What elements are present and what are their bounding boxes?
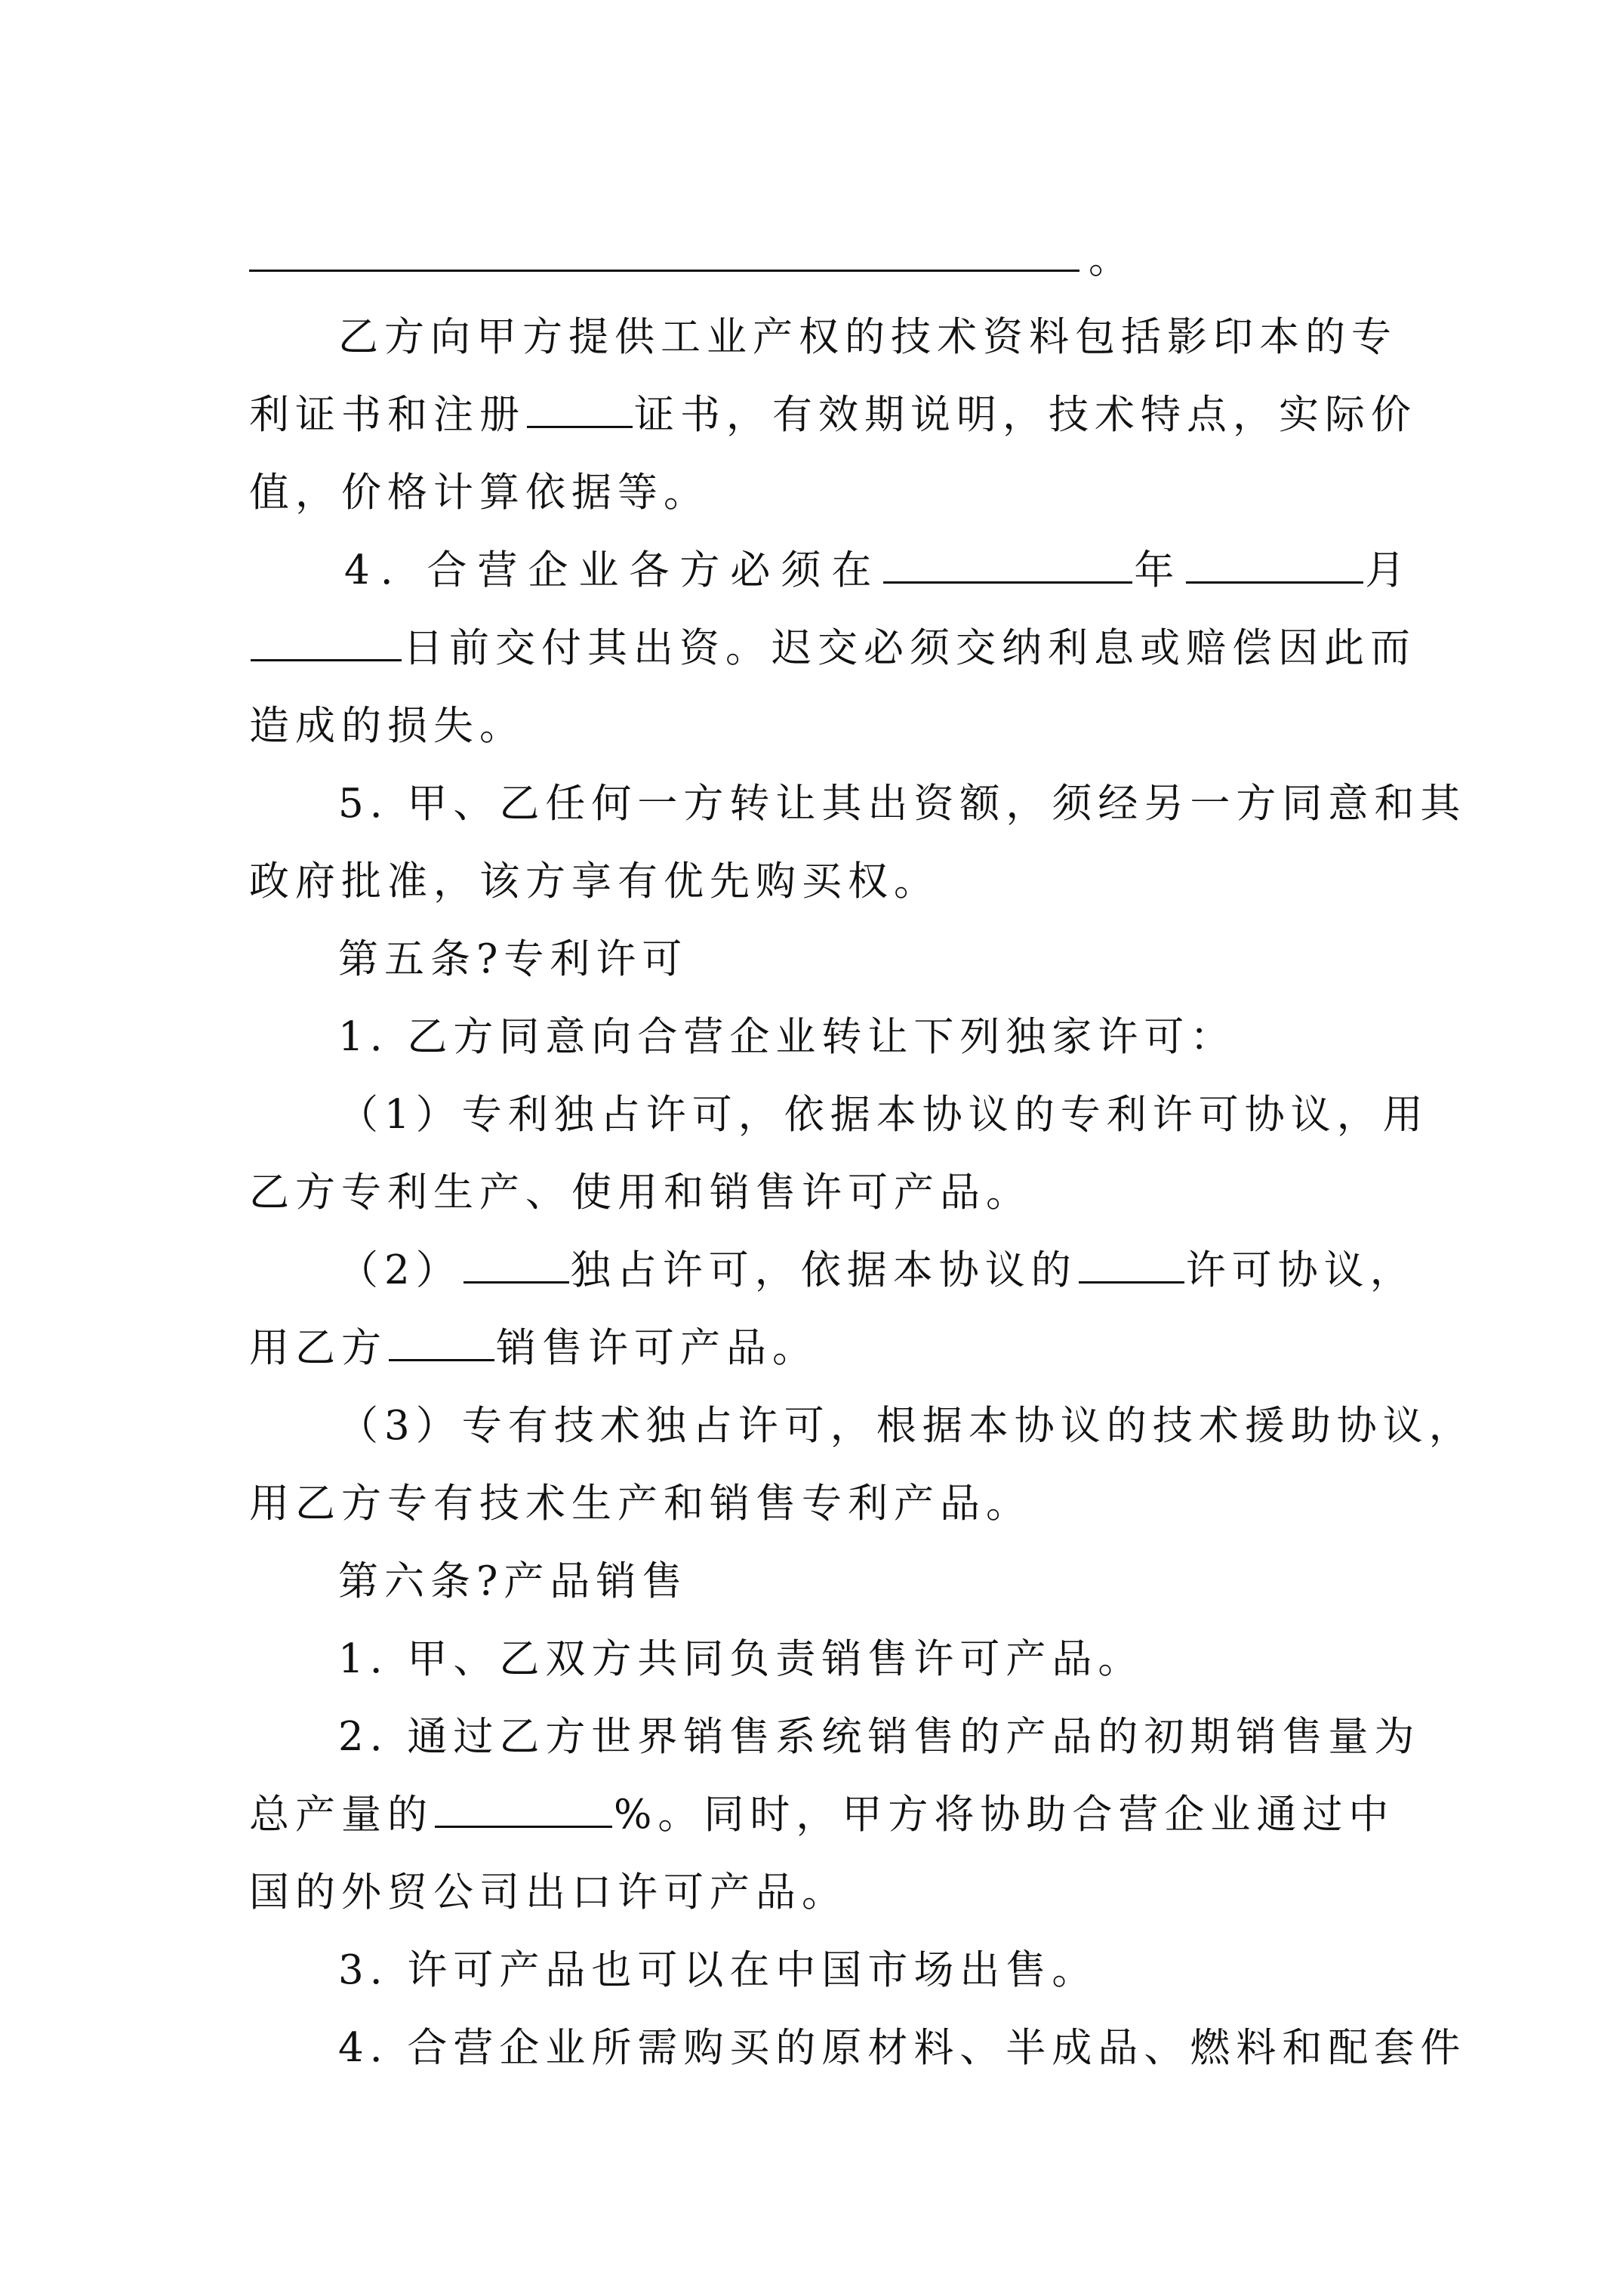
doc-line-text: 4. 合营企业各方必须在 — [344, 547, 882, 593]
doc-line — [249, 1309, 1381, 1387]
doc-line — [249, 1854, 1381, 1931]
doc-line — [249, 376, 1417, 454]
doc-line-text: 第六条?产品销售 — [338, 1558, 688, 1604]
fill-in-blank — [249, 270, 1079, 272]
doc-line-text: （2） — [338, 1247, 462, 1293]
doc-line — [249, 454, 1381, 532]
fill-in-blank — [527, 403, 633, 428]
doc-line-text: （1）专利独占许可，依据本协议的专利许可协议，用 — [338, 1092, 1429, 1138]
doc-line-text: %。同时，甲方将协助合营企业通过中 — [614, 1792, 1395, 1838]
doc-line — [249, 1076, 1429, 1154]
fill-in-blank — [251, 636, 402, 661]
doc-line — [249, 843, 1381, 920]
doc-line-text: 证书，有效期说明，技术特点，实际价 — [634, 392, 1417, 438]
doc-line-text: 第五条?专利许可 — [338, 936, 688, 982]
doc-line-text: 1. 甲、乙双方共同负责销售许可产品。 — [338, 1636, 1144, 1682]
doc-line-text: 4. 合营企业所需购买的原材料、半成品、燃料和配套件 — [338, 2025, 1467, 2071]
doc-line-text: 国的外贸公司出口许可产品。 — [249, 1869, 848, 1915]
doc-line-text: 3. 许可产品也可以在中国市场出售。 — [338, 1947, 1098, 1993]
doc-line — [249, 2009, 1467, 2087]
doc-line-text: 2. 通过乙方世界销售系统销售的产品的初期销售量为 — [338, 1714, 1421, 1760]
doc-line-text: 造成的损失。 — [249, 703, 525, 749]
doc-line-text: 日前交付其出资。迟交必须交纳利息或赔偿因此而 — [403, 625, 1416, 671]
fill-in-blank — [1079, 1259, 1184, 1284]
fill-in-blank — [389, 1336, 494, 1361]
doc-line-text: 利证书和注册 — [249, 392, 525, 438]
document-body — [249, 220, 1475, 2087]
doc-line-blank-fill — [249, 220, 1381, 298]
section-heading — [249, 920, 1381, 998]
doc-line — [249, 998, 1381, 1076]
doc-line-text: 许可协议， — [1185, 1247, 1416, 1293]
doc-line — [249, 1776, 1395, 1854]
doc-line-text: 总产量的 — [249, 1792, 433, 1838]
doc-line — [249, 609, 1416, 687]
doc-line — [249, 1465, 1381, 1542]
doc-line — [249, 1620, 1381, 1698]
doc-line — [249, 1231, 1416, 1309]
doc-line-text: 。 — [1089, 236, 1135, 282]
doc-line-text: 独占许可，依据本协议的 — [570, 1247, 1077, 1293]
doc-line-text: 用乙方 — [249, 1325, 387, 1371]
doc-line — [249, 765, 1467, 843]
doc-line — [249, 1154, 1381, 1231]
doc-line — [249, 1698, 1421, 1776]
doc-line-text: 1. 乙方同意向合营企业转让下列独家许可： — [338, 1014, 1236, 1060]
fill-in-blank — [883, 559, 1132, 584]
doc-line-text: 5. 甲、乙任何一方转让其出资额，须经另一方同意和其 — [338, 781, 1467, 827]
doc-line-text: 政府批准，该方享有优先购买权。 — [249, 858, 940, 905]
doc-line — [249, 1387, 1475, 1465]
section-heading — [249, 1542, 1381, 1620]
doc-line — [249, 532, 1416, 609]
doc-line — [249, 298, 1397, 376]
doc-line-text: （3）专有技术独占许可，根据本协议的技术援助协议， — [338, 1403, 1475, 1449]
doc-line — [249, 1931, 1381, 2009]
doc-line — [249, 687, 1381, 765]
doc-line-text: 值，价格计算依据等。 — [249, 470, 710, 516]
fill-in-blank — [435, 1803, 612, 1828]
doc-line-text: 乙方专利生产、使用和销售许可产品。 — [249, 1170, 1032, 1216]
doc-line-text: 月 — [1365, 547, 1416, 593]
doc-line-text: 用乙方专有技术生产和销售专利产品。 — [249, 1481, 1032, 1527]
fill-in-blank — [463, 1259, 569, 1284]
doc-line-text: 年 — [1134, 547, 1185, 593]
doc-line-text: 乙方向甲方提供工业产权的技术资料包括影印本的专 — [338, 314, 1397, 360]
doc-line-text: 销售许可产品。 — [496, 1325, 818, 1371]
fill-in-blank — [1186, 559, 1363, 584]
